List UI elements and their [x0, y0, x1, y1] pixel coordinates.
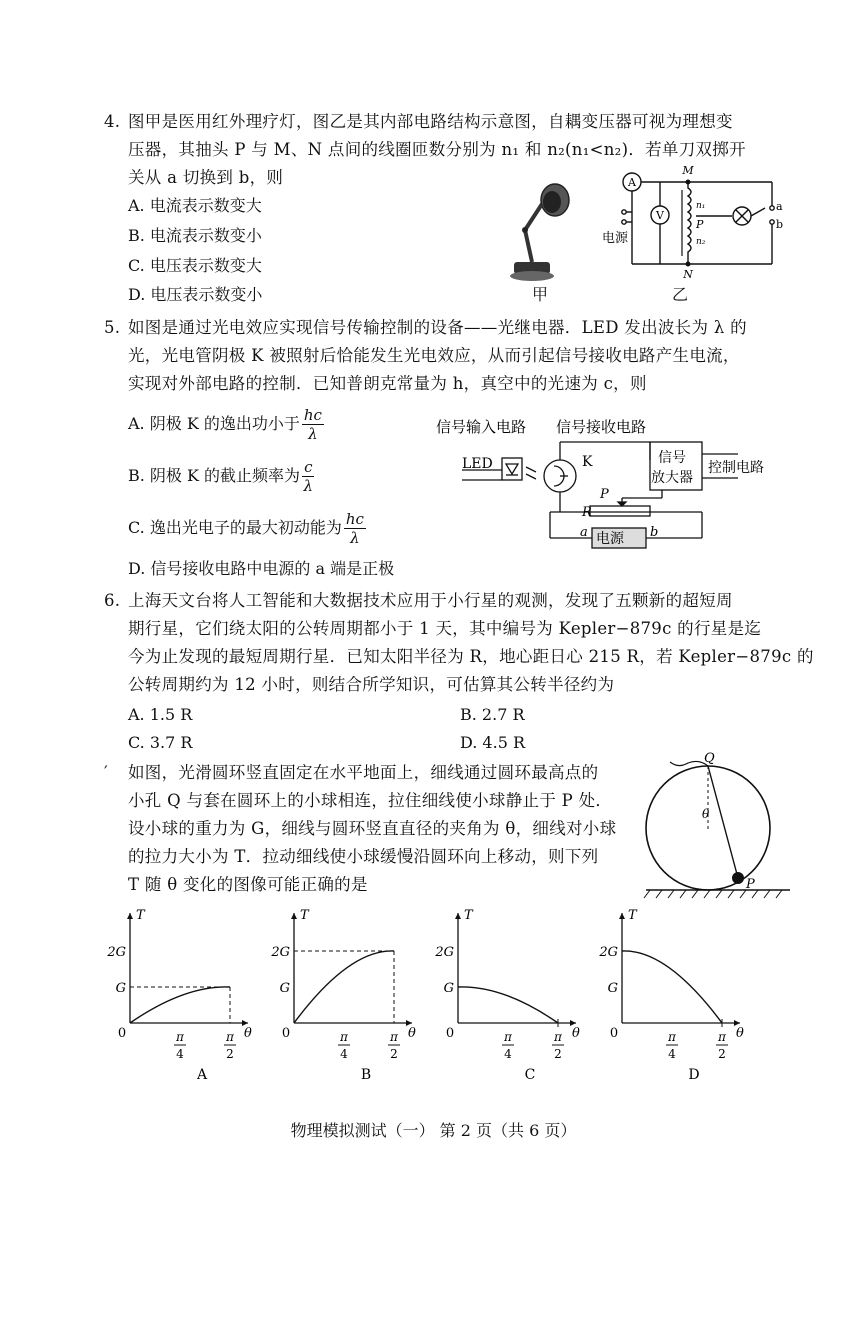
q4-option-a: A. 电流表示数变大 — [128, 196, 262, 215]
q5-stem-line-3: 实现对外部电路的控制．已知普朗克常量为 h，真空中的光速为 c，则 — [128, 374, 647, 393]
tick-label-g: G — [607, 981, 618, 996]
q4-label-p: P — [696, 218, 704, 231]
q7-ring-figure — [640, 752, 810, 902]
tick-label-2g: 2G — [599, 945, 618, 960]
q5-option-d: D. 信号接收电路中电源的 a 端是正极 — [128, 559, 395, 578]
tick-label-2g: 2G — [435, 945, 454, 960]
tick-label-pi-over-4-num: π — [504, 1030, 512, 1044]
graph-letter: A — [196, 1067, 208, 1083]
q7-label-theta: θ — [702, 807, 710, 821]
curve-b — [294, 951, 394, 1023]
tick-label-pi-over-2-num: π — [390, 1030, 398, 1044]
q6-number: 6. — [104, 591, 121, 610]
graph-letter: D — [688, 1067, 700, 1083]
q7-stem-line-1: 如图，光滑圆环竖直固定在水平地面上，细线通过圆环最高点的 — [128, 763, 599, 782]
y-axis-label: T — [464, 908, 473, 923]
q4-label-n: N — [683, 268, 693, 281]
q7-stem-line-3: 设小球的重力为 G，细线与圆环竖直直径的夹角为 θ，细线对小球 — [128, 819, 617, 838]
q5-option-a: A. 阴极 K 的逸出功小于 $\frac{hc}{\lambda}$ — [128, 406, 322, 443]
q4-option-b: B. 电流表示数变小 — [128, 226, 262, 245]
tick-label-pi-over-4-num: π — [340, 1030, 348, 1044]
q7-label-p: P — [746, 877, 755, 892]
q5-label-b: b — [650, 525, 659, 540]
tick-label-pi-over-4-den: 4 — [340, 1047, 348, 1061]
tick-label-pi-over-4-num: π — [668, 1030, 676, 1044]
tick-label-pi-over-2-num: π — [554, 1030, 562, 1044]
tick-label-2g: 2G — [107, 945, 126, 960]
q5-stem-line-1: 如图是通过光电效应实现信号传输控制的设备——光继电器．LED 发出波长为 λ 的 — [128, 318, 747, 337]
q5-label-amp-2: 放大器 — [651, 470, 693, 486]
q5-relay-figure — [432, 412, 782, 552]
graph-b — [270, 908, 416, 1083]
q7-number: ′ — [104, 763, 109, 782]
tick-label-pi-over-4-num: π — [176, 1030, 184, 1044]
q6-stem-line-4: 公转周期约为 12 小时，则结合所学知识，可估算其公转半径约为 — [128, 675, 615, 694]
q5-label-amp-1: 信号 — [658, 450, 686, 466]
graph-letter: B — [360, 1067, 372, 1083]
q5-number: 5. — [104, 318, 121, 337]
q5-label-r: R — [582, 505, 592, 520]
q5-stem-line-2: 光，光电管阴极 K 被照射后恰能发生光电效应，从而引起信号接收电路产生电流， — [128, 346, 740, 365]
origin-label: 0 — [281, 1026, 291, 1041]
q5-label-led: LED — [462, 456, 493, 472]
q4-label-a: a — [776, 200, 783, 213]
q5-label-receive: 信号接收电路 — [556, 418, 647, 436]
y-axis-label: T — [136, 908, 145, 923]
graph-a — [106, 908, 252, 1083]
curve-c — [458, 987, 558, 1023]
q4-source-label: 电源 — [602, 231, 629, 246]
tick-label-g: G — [115, 981, 126, 996]
q6-option-a: A. 1.5 R — [128, 705, 193, 724]
q5-label-a: a — [580, 525, 588, 540]
x-axis-label: θ — [736, 1026, 744, 1041]
q5-label-control: 控制电路 — [708, 460, 764, 476]
tick-label-pi-over-2-num: π — [226, 1030, 234, 1044]
tick-label-pi-over-2-den: 2 — [718, 1047, 726, 1061]
q7-label-q: Q — [704, 752, 715, 766]
y-axis-label: T — [628, 908, 637, 923]
q7-stem-line-2: 小孔 Q 与套在圆环上的小球相连，拉住细线使小球静止于 P 处． — [128, 791, 613, 810]
origin-label: 0 — [445, 1026, 455, 1041]
q4-stem-line-2: 压器，其抽头 P 与 M、N 点间的线圈匝数分别为 n₁ 和 n₂(n₁<n₂)．若单刀双掷开 — [128, 140, 746, 159]
y-axis-arrow — [127, 913, 133, 919]
tick-label-pi-over-4-den: 4 — [176, 1047, 184, 1061]
q4-lamp-figure — [500, 180, 590, 295]
q5-option-c: C. 逸出光电子的最大初动能为 $\frac{hc}{\lambda}$ — [128, 510, 364, 547]
q4-stem-line-3: 关从 a 切换到 b，则 — [128, 168, 284, 187]
q5-label-p: P — [600, 487, 609, 502]
curve-a — [130, 987, 230, 1023]
graph-d — [598, 908, 744, 1083]
q5-label-k: K — [582, 454, 593, 470]
q6-stem-line-3: 今为止发现的最短周期行星．已知太阳半径为 R，地心距日心 215 R，若 Kepler−879c 的 — [128, 647, 814, 666]
q6-stem-line-2: 期行星，它们绕太阳的公转周期都小于 1 天，其中编号为 Kepler−879c 的行星是迄 — [128, 619, 762, 638]
origin-label: 0 — [609, 1026, 619, 1041]
q4-label-n1: n₁ — [696, 201, 706, 211]
q4-stem-line-1: 图甲是医用红外理疗灯，图乙是其内部电路结构示意图，自耦变压器可视为理想变 — [128, 112, 733, 131]
page-footer: 物理模拟测试（一） 第 2 页（共 6 页） — [290, 1121, 577, 1140]
graph-letter: C — [524, 1067, 536, 1083]
q6-option-c: C. 3.7 R — [128, 733, 193, 752]
q4-circuit-figure — [600, 160, 790, 290]
graph-c — [434, 908, 580, 1083]
tick-label-g: G — [279, 981, 290, 996]
y-axis-label: T — [300, 908, 309, 923]
tick-label-pi-over-4-den: 4 — [504, 1047, 512, 1061]
q4-option-d: D. 电压表示数变小 — [128, 285, 263, 304]
q5-option-b: B. 阴极 K 的截止频率为 $\frac{c}{\lambda}$ — [128, 458, 314, 495]
q4-label-n2: n₂ — [696, 237, 706, 247]
tick-label-pi-over-2-den: 2 — [390, 1047, 398, 1061]
curve-d — [622, 951, 722, 1023]
tick-label-pi-over-2-den: 2 — [554, 1047, 562, 1061]
q4-voltmeter-label: V — [656, 209, 664, 222]
tick-label-pi-over-2-den: 2 — [226, 1047, 234, 1061]
q6-option-b: B. 2.7 R — [460, 705, 525, 724]
q4-ammeter-label: A — [628, 176, 636, 189]
x-axis-label: θ — [408, 1026, 416, 1041]
q6-option-d: D. 4.5 R — [460, 733, 526, 752]
q7-stem-line-4: 的拉力大小为 T．拉动细线使小球缓慢沿圆环向上移动，则下列 — [128, 847, 599, 866]
q5-label-input: 信号输入电路 — [436, 418, 527, 436]
tick-label-pi-over-4-den: 4 — [668, 1047, 676, 1061]
q4-option-c: C. 电压表示数变大 — [128, 256, 262, 275]
q4-label-m: M — [682, 164, 694, 177]
x-axis-label: θ — [244, 1026, 252, 1041]
q7-graphs — [100, 905, 780, 1085]
q4-label-b: b — [776, 218, 784, 231]
q5-label-source: 电源 — [596, 531, 624, 547]
q4-number: 4. — [104, 112, 121, 131]
q4-label-yi: 乙 — [672, 285, 689, 304]
y-axis-arrow — [291, 913, 297, 919]
tick-label-2g: 2G — [271, 945, 290, 960]
tick-label-g: G — [443, 981, 454, 996]
origin-label: 0 — [117, 1026, 127, 1041]
q4-label-jia: 甲 — [532, 285, 549, 304]
y-axis-arrow — [619, 913, 625, 919]
q7-stem-line-5: T 随 θ 变化的图像可能正确的是 — [128, 875, 368, 894]
q6-stem-line-1: 上海天文台将人工智能和大数据技术应用于小行星的观测，发现了五颗新的超短周 — [128, 591, 733, 610]
y-axis-arrow — [455, 913, 461, 919]
tick-label-pi-over-2-num: π — [718, 1030, 726, 1044]
x-axis-label: θ — [572, 1026, 580, 1041]
